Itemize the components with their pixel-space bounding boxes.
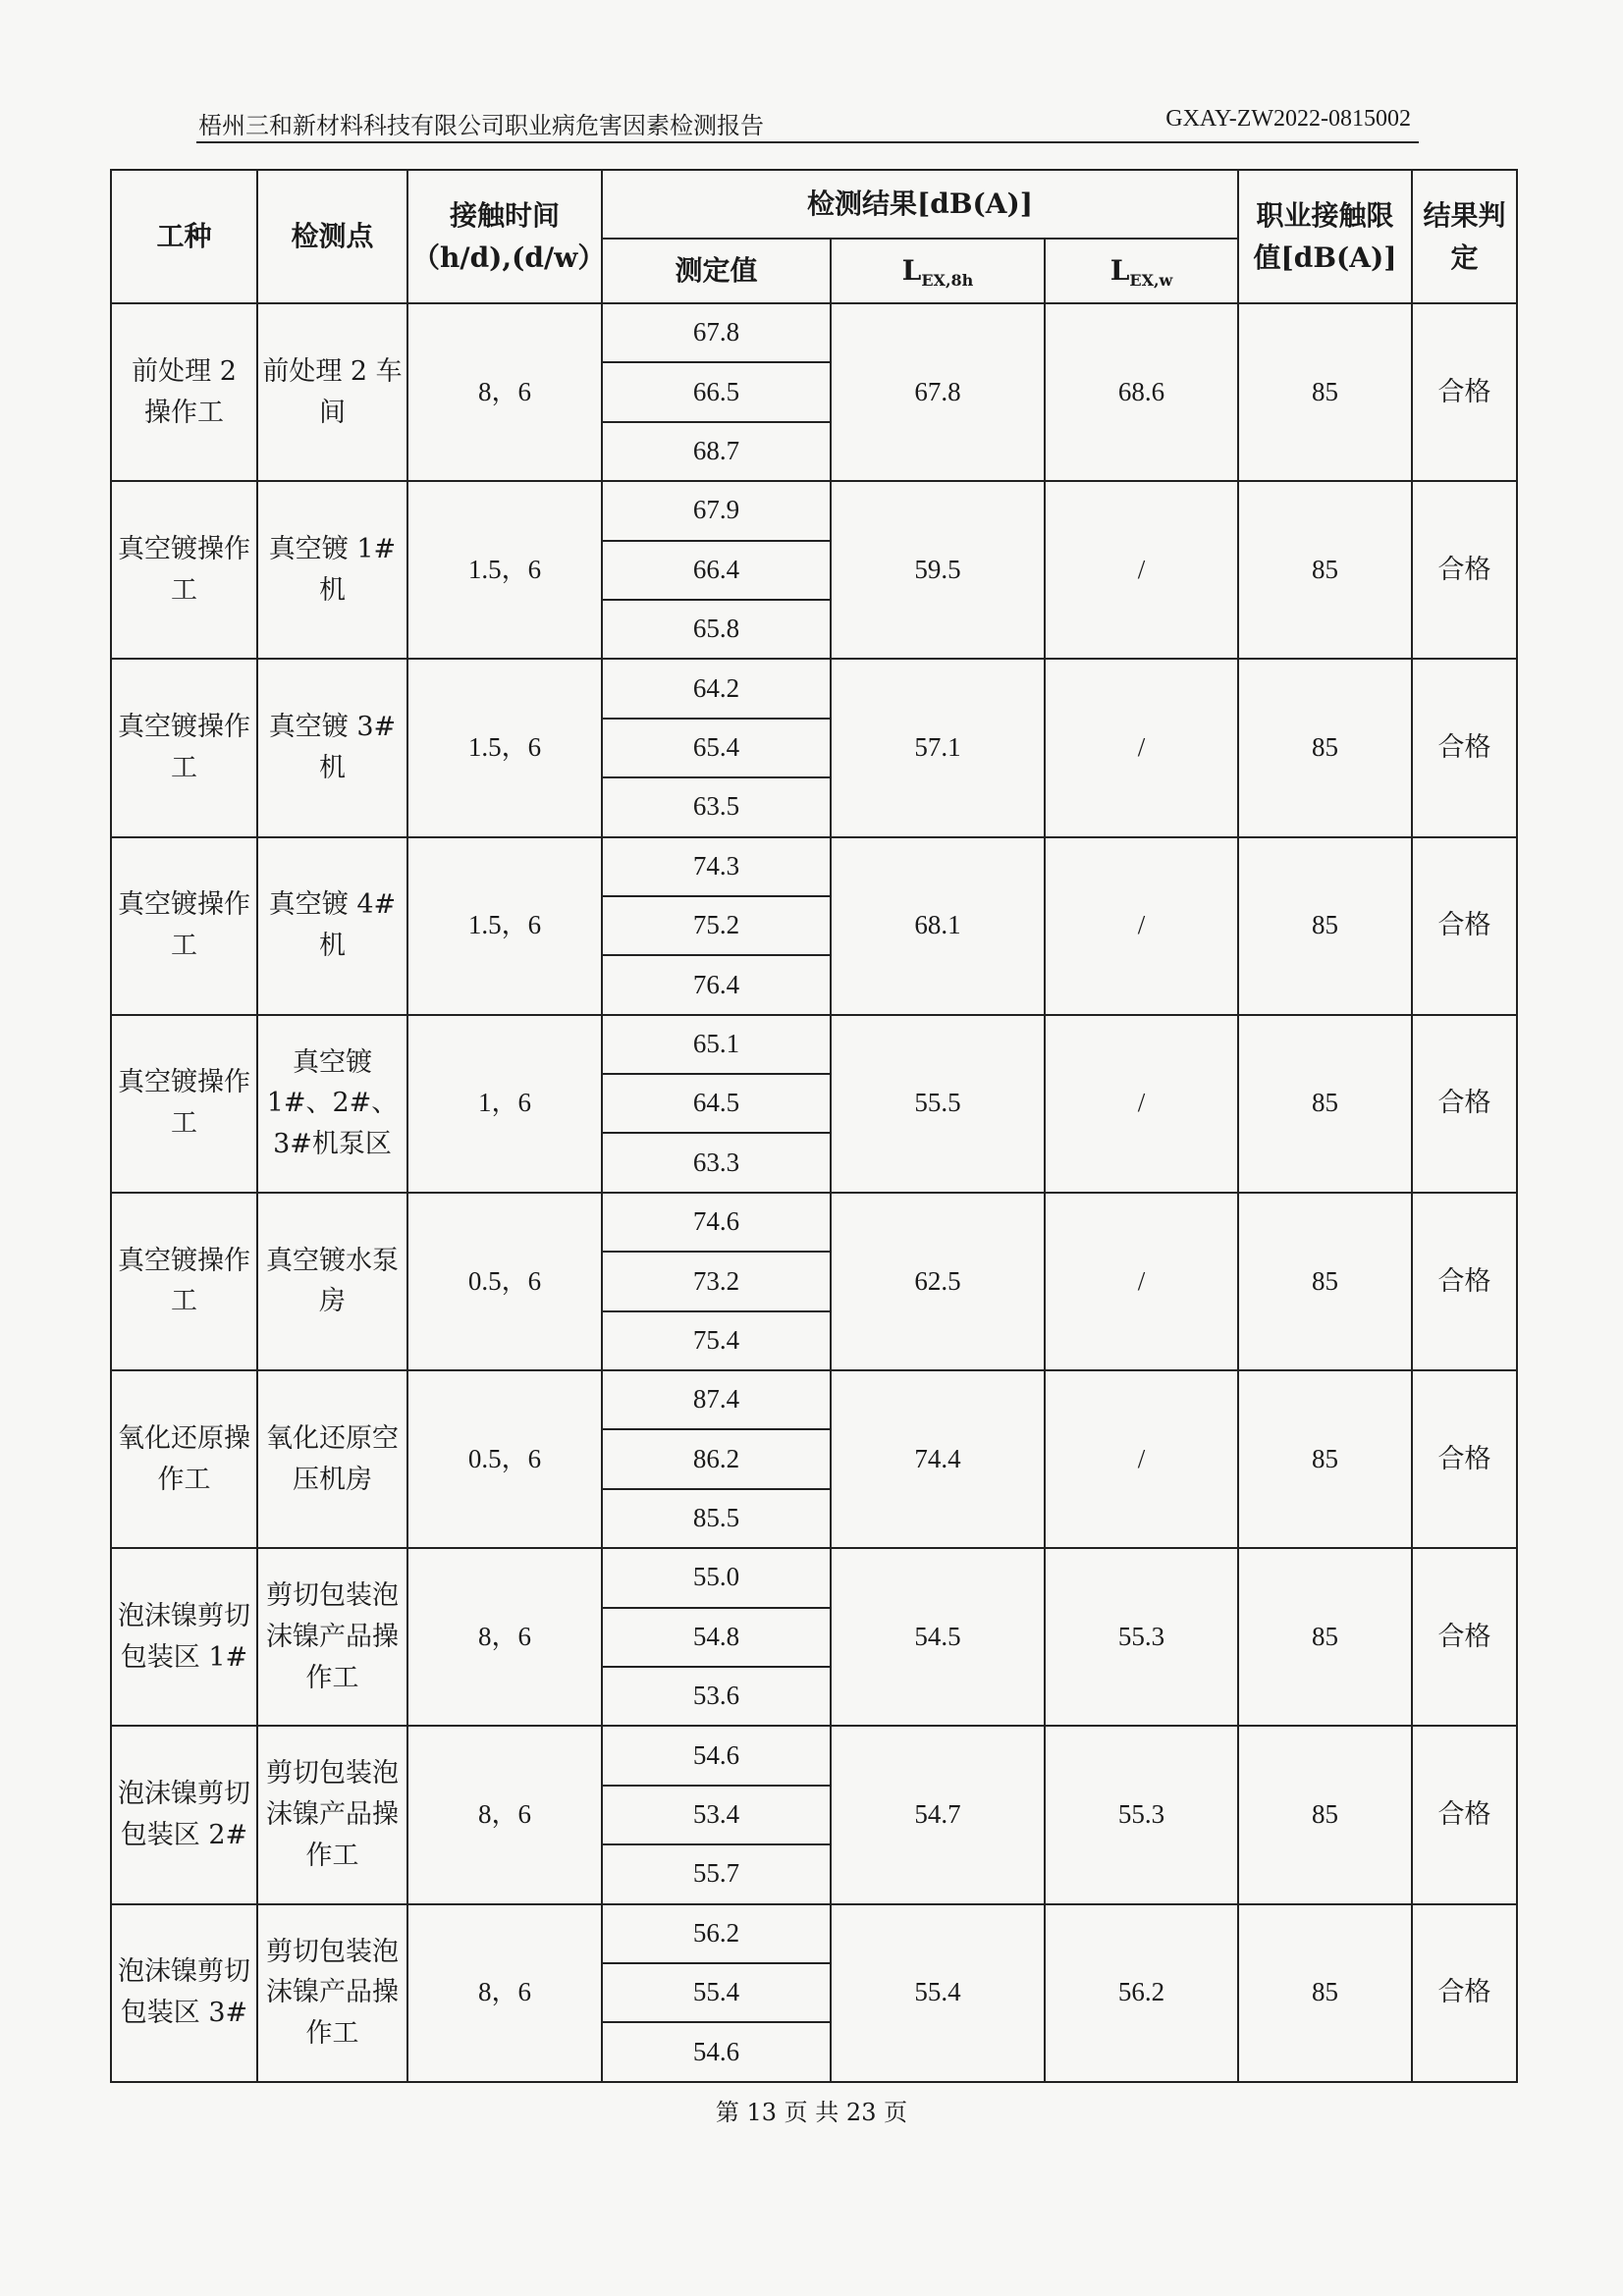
cell-measured-value: 75.2 [602,896,831,955]
cell-lex8h: 68.1 [831,837,1045,1015]
table-row [111,1370,1517,1429]
cell-limit: 85 [1238,1548,1412,1726]
cell-exposure-time: 1，6 [407,1015,602,1193]
cell-limit: 85 [1238,659,1412,836]
noise-results-table [110,169,1518,2083]
cell-lexw: 55.3 [1045,1726,1238,1903]
cell-limit: 85 [1238,1370,1412,1548]
cell-exposure-time: 0.5，6 [407,1370,602,1548]
table-row [111,481,1517,540]
cell-limit: 85 [1238,1193,1412,1370]
cell-measured-value: 76.4 [602,955,831,1014]
table-row [111,1726,1517,1785]
cell-measured-value: 67.8 [602,303,831,362]
cell-job: 前处理 2 操作工 [111,303,257,481]
cell-point: 剪切包装泡沫镍产品操作工 [257,1904,407,2082]
cell-measured-value: 73.2 [602,1252,831,1310]
cell-point: 真空镀 1#机 [257,481,407,659]
document-number: GXAY-ZW2022-0815002 [1165,106,1411,132]
cell-measured-value: 85.5 [602,1489,831,1548]
cell-result: 合格 [1412,1015,1517,1193]
cell-exposure-time: 8，6 [407,1904,602,2082]
page-footer: 第 13 页 共 23 页 [715,2099,908,2126]
cell-job: 泡沫镍剪切包装区 1# [111,1548,257,1726]
header-job: 工种 [111,170,257,303]
header-point: 检测点 [257,170,407,303]
cell-point: 氧化还原空压机房 [257,1370,407,1548]
cell-lex8h: 59.5 [831,481,1045,659]
page-header [196,102,1419,143]
cell-limit: 85 [1238,1726,1412,1903]
cell-lexw: 68.6 [1045,303,1238,481]
cell-measured-value: 55.7 [602,1844,831,1903]
table-row [111,1548,1517,1607]
cell-job: 真空镀操作工 [111,481,257,659]
cell-measured-value: 64.5 [602,1074,831,1133]
header-exposure-time [407,170,606,303]
cell-exposure-time: 8，6 [407,1726,602,1903]
cell-measured-value: 54.6 [602,2022,831,2082]
cell-point: 剪切包装泡沫镍产品操作工 [257,1726,407,1903]
cell-job: 真空镀操作工 [111,837,257,1015]
cell-measured-value: 68.7 [602,422,831,481]
cell-lexw: / [1045,1370,1238,1548]
cell-measured-value: 64.2 [602,659,831,718]
cell-measured-value: 87.4 [602,1370,831,1429]
cell-point: 剪切包装泡沫镍产品操作工 [257,1548,407,1726]
cell-measured-value: 65.1 [602,1015,831,1074]
report-title: 梧州三和新材料科技有限公司职业病危害因素检测报告 [198,112,764,139]
cell-lex8h: 55.5 [831,1015,1045,1193]
cell-measured-value: 63.5 [602,777,831,836]
cell-measured-value: 54.8 [602,1608,831,1667]
cell-limit: 85 [1238,481,1412,659]
cell-lexw: / [1045,837,1238,1015]
cell-limit: 85 [1238,837,1412,1015]
cell-exposure-time: 8，6 [407,1548,602,1726]
cell-limit: 85 [1238,1015,1412,1193]
cell-lex8h: 62.5 [831,1193,1045,1370]
cell-measured-value: 65.8 [602,600,831,659]
table-row [111,303,1517,362]
header-lexw [1045,239,1238,303]
cell-result: 合格 [1412,481,1517,659]
cell-measured-value: 66.5 [602,362,831,421]
cell-exposure-time: 1.5，6 [407,659,602,836]
cell-job: 泡沫镍剪切包装区 2# [111,1726,257,1903]
cell-job: 真空镀操作工 [111,659,257,836]
cell-exposure-time: 8，6 [407,303,602,481]
cell-lex8h: 67.8 [831,303,1045,481]
cell-measured-value: 63.3 [602,1133,831,1192]
cell-measured-value: 55.4 [602,1963,831,2022]
table-body [111,303,1517,2082]
cell-measured-value: 55.0 [602,1548,831,1607]
cell-result: 合格 [1412,1548,1517,1726]
cell-lexw: / [1045,1193,1238,1370]
cell-lex8h: 74.4 [831,1370,1045,1548]
header-lex8h-sub: EX,8h [921,270,974,290]
cell-result: 合格 [1412,1370,1517,1548]
cell-job: 真空镀操作工 [111,1193,257,1370]
table-row [111,1015,1517,1074]
cell-limit: 85 [1238,303,1412,481]
cell-lexw: 55.3 [1045,1548,1238,1726]
cell-measured-value: 53.6 [602,1667,831,1726]
cell-measured-value: 56.2 [602,1904,831,1963]
header-limit: 职业接触限值[dB(A)] [1238,170,1412,303]
cell-point: 真空镀 4#机 [257,837,407,1015]
cell-measured-value: 54.6 [602,1726,831,1785]
cell-result: 合格 [1412,659,1517,836]
cell-lex8h: 55.4 [831,1904,1045,2082]
cell-lexw: / [1045,1015,1238,1193]
cell-measured-value: 74.6 [602,1193,831,1252]
cell-measured-value: 66.4 [602,541,831,600]
cell-point: 真空镀水泵房 [257,1193,407,1370]
cell-lex8h: 54.7 [831,1726,1045,1903]
cell-job: 真空镀操作工 [111,1015,257,1193]
cell-measured-value: 53.4 [602,1786,831,1844]
cell-job: 氧化还原操作工 [111,1370,257,1548]
cell-result: 合格 [1412,1193,1517,1370]
header-measured: 测定值 [602,239,831,303]
cell-lex8h: 54.5 [831,1548,1045,1726]
cell-result: 合格 [1412,1904,1517,2082]
cell-lex8h: 57.1 [831,659,1045,836]
cell-measured-value: 86.2 [602,1429,831,1488]
cell-measured-value: 65.4 [602,719,831,777]
cell-result: 合格 [1412,1726,1517,1903]
cell-result: 合格 [1412,837,1517,1015]
header-exposure-time-label: 接触时间 [449,198,560,232]
cell-measured-value: 74.3 [602,837,831,896]
cell-exposure-time: 1.5，6 [407,481,602,659]
header-lexw-main: L [1109,253,1130,287]
cell-lexw: / [1045,659,1238,836]
cell-point: 真空镀 1#、2#、3#机泵区 [257,1015,407,1193]
cell-limit: 85 [1238,1904,1412,2082]
cell-measured-value: 67.9 [602,481,831,540]
table-row [111,837,1517,896]
cell-measured-value: 75.4 [602,1311,831,1370]
cell-lexw: 56.2 [1045,1904,1238,2082]
table-row [111,1904,1517,1963]
header-exposure-time-unit: （h/d),(d/w） [412,241,606,274]
header-judgement: 结果判定 [1412,170,1517,303]
cell-point: 真空镀 3#机 [257,659,407,836]
header-lex8h-main: L [901,253,922,287]
table-row [111,1193,1517,1252]
cell-exposure-time: 1.5，6 [407,837,602,1015]
cell-result: 合格 [1412,303,1517,481]
cell-job: 泡沫镍剪切包装区 3# [111,1904,257,2082]
table-row [111,659,1517,718]
cell-exposure-time: 0.5，6 [407,1193,602,1370]
header-lex8h [831,239,1045,303]
cell-lexw: / [1045,481,1238,659]
cell-point: 前处理 2 车间 [257,303,407,481]
header-results-group: 检测结果[dB(A)] [602,170,1238,239]
header-lexw-sub: EX,w [1129,270,1173,290]
